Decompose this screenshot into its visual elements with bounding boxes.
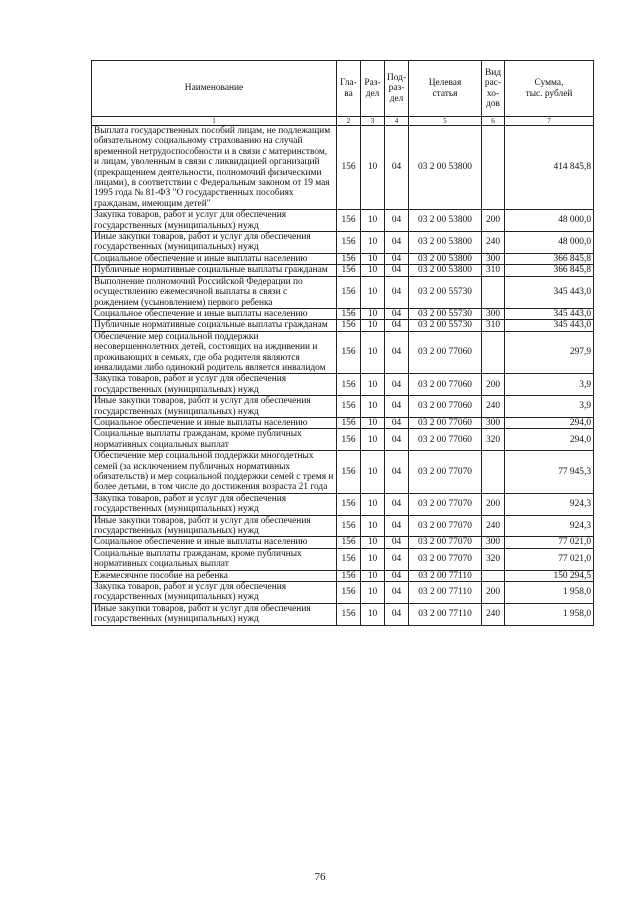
row-name-cell: Социальное обеспечение и иные выплаты населению <box>92 308 337 319</box>
header-name: Наименование <box>92 61 337 117</box>
column-number: 1 <box>92 117 337 126</box>
header-podrazdel: Под- раз- дел <box>385 61 409 117</box>
row-glava-cell: 156 <box>337 548 361 570</box>
row-vid-raskhodov-cell: 300 <box>482 537 505 548</box>
table-row <box>92 320 594 331</box>
row-name-cell: Публичные нормативные социальные выплаты гражданам <box>92 265 337 276</box>
row-razdel-cell: 10 <box>361 265 385 276</box>
table-row <box>92 308 594 319</box>
row-summa-cell: 48 000,0 <box>505 232 594 254</box>
row-podrazdel-cell: 04 <box>385 253 409 264</box>
table-row <box>92 331 594 374</box>
row-podrazdel-cell: 04 <box>385 308 409 319</box>
row-podrazdel-cell: 04 <box>385 232 409 254</box>
row-podrazdel-cell: 04 <box>385 331 409 374</box>
row-razdel-cell: 10 <box>361 429 385 451</box>
budget-table-sheet <box>91 60 593 626</box>
row-tselevaya-statya-cell: 03 2 00 55730 <box>409 320 482 331</box>
row-glava-cell: 156 <box>337 537 361 548</box>
column-number: 5 <box>409 117 482 126</box>
row-glava-cell: 156 <box>337 429 361 451</box>
row-podrazdel-cell: 04 <box>385 417 409 428</box>
row-tselevaya-statya-cell: 03 2 00 77110 <box>409 603 482 625</box>
row-tselevaya-statya-cell: 03 2 00 77060 <box>409 396 482 418</box>
row-razdel-cell: 10 <box>361 396 385 418</box>
row-tselevaya-statya-cell: 03 2 00 77110 <box>409 570 482 581</box>
row-vid-raskhodov-cell: 320 <box>482 429 505 451</box>
row-name-cell: Иные закупки товаров, работ и услуг для обеспечения государственных (муниципальных) нужд <box>92 603 337 625</box>
row-razdel-cell: 10 <box>361 417 385 428</box>
row-podrazdel-cell: 04 <box>385 548 409 570</box>
row-vid-raskhodov-cell <box>482 451 505 494</box>
row-tselevaya-statya-cell: 03 2 00 77070 <box>409 451 482 494</box>
table-row <box>92 396 594 418</box>
row-summa-cell: 77 021,0 <box>505 548 594 570</box>
row-name-cell: Выполнение полномочий Российской Федерации по осуществлению ежемесячной выплаты в связи с рождением (усыновлением) первого ребенка <box>92 276 337 308</box>
row-name-cell: Социальные выплаты гражданам, кроме публичных нормативных социальных выплат <box>92 429 337 451</box>
row-tselevaya-statya-cell: 03 2 00 77070 <box>409 537 482 548</box>
row-razdel-cell: 10 <box>361 515 385 537</box>
row-tselevaya-statya-cell: 03 2 00 53800 <box>409 126 482 210</box>
row-podrazdel-cell: 04 <box>385 374 409 396</box>
table-row <box>92 417 594 428</box>
table-row <box>92 126 594 210</box>
row-podrazdel-cell: 04 <box>385 570 409 581</box>
row-vid-raskhodov-cell: 200 <box>482 493 505 515</box>
row-podrazdel-cell: 04 <box>385 429 409 451</box>
header-summa: Сумма, тыс. рублей <box>505 61 594 117</box>
row-tselevaya-statya-cell: 03 2 00 77060 <box>409 417 482 428</box>
row-summa-cell: 366 845,8 <box>505 253 594 264</box>
row-summa-cell: 77 021,0 <box>505 537 594 548</box>
row-tselevaya-statya-cell: 03 2 00 77110 <box>409 582 482 604</box>
row-razdel-cell: 10 <box>361 232 385 254</box>
row-glava-cell: 156 <box>337 493 361 515</box>
row-vid-raskhodov-cell: 200 <box>482 374 505 396</box>
row-summa-cell: 366 845,8 <box>505 265 594 276</box>
row-podrazdel-cell: 04 <box>385 515 409 537</box>
row-vid-raskhodov-cell: 300 <box>482 417 505 428</box>
row-name-cell: Обеспечение мер социальной поддержки несовершеннолетних детей, состоящих на иждивении и проживающих в семьях, где оба родителя являются инвалидами либо одинокий родитель является инвалидом <box>92 331 337 374</box>
row-glava-cell: 156 <box>337 232 361 254</box>
row-tselevaya-statya-cell: 03 2 00 77070 <box>409 515 482 537</box>
row-vid-raskhodov-cell: 240 <box>482 396 505 418</box>
header-vid-raskhodov: Вид рас- хо- дов <box>482 61 505 117</box>
row-razdel-cell: 10 <box>361 253 385 264</box>
row-name-cell: Закупка товаров, работ и услуг для обеспечения государственных (муниципальных) нужд <box>92 582 337 604</box>
row-name-cell: Закупка товаров, работ и услуг для обеспечения государственных (муниципальных) нужд <box>92 374 337 396</box>
row-tselevaya-statya-cell: 03 2 00 77070 <box>409 548 482 570</box>
table-row <box>92 232 594 254</box>
budget-table <box>91 60 594 626</box>
row-summa-cell: 345 443,0 <box>505 276 594 308</box>
row-glava-cell: 156 <box>337 396 361 418</box>
row-name-cell: Социальные выплаты гражданам, кроме публичных нормативных социальных выплат <box>92 548 337 570</box>
row-podrazdel-cell: 04 <box>385 276 409 308</box>
table-row <box>92 265 594 276</box>
row-podrazdel-cell: 04 <box>385 451 409 494</box>
table-row <box>92 537 594 548</box>
row-podrazdel-cell: 04 <box>385 493 409 515</box>
row-razdel-cell: 10 <box>361 320 385 331</box>
row-vid-raskhodov-cell: 240 <box>482 232 505 254</box>
row-podrazdel-cell: 04 <box>385 320 409 331</box>
row-podrazdel-cell: 04 <box>385 396 409 418</box>
row-tselevaya-statya-cell: 03 2 00 55730 <box>409 276 482 308</box>
row-podrazdel-cell: 04 <box>385 126 409 210</box>
header-tselevaya-statya: Целевая статья <box>409 61 482 117</box>
row-summa-cell: 924,3 <box>505 515 594 537</box>
row-podrazdel-cell: 04 <box>385 603 409 625</box>
row-summa-cell: 1 958,0 <box>505 582 594 604</box>
column-number: 4 <box>385 117 409 126</box>
row-summa-cell: 345 443,0 <box>505 308 594 319</box>
row-summa-cell: 3,9 <box>505 396 594 418</box>
row-razdel-cell: 10 <box>361 548 385 570</box>
column-number: 2 <box>337 117 361 126</box>
row-razdel-cell: 10 <box>361 210 385 232</box>
row-name-cell: Ежемесячное пособие на ребенка <box>92 570 337 581</box>
row-vid-raskhodov-cell: 310 <box>482 320 505 331</box>
row-summa-cell: 3,9 <box>505 374 594 396</box>
row-name-cell: Обеспечение мер социальной поддержки многодетных семей (за исключением публичных нормативных обязательств) и мер социальной поддержки семей с тремя и более детьми, в том числе до достижения возраста 21 года <box>92 451 337 494</box>
row-name-cell: Иные закупки товаров, работ и услуг для обеспечения государственных (муниципальных) нужд <box>92 396 337 418</box>
row-razdel-cell: 10 <box>361 276 385 308</box>
row-tselevaya-statya-cell: 03 2 00 77060 <box>409 331 482 374</box>
column-number: 7 <box>505 117 594 126</box>
row-tselevaya-statya-cell: 03 2 00 77070 <box>409 493 482 515</box>
header-razdel: Раз- дел <box>361 61 385 117</box>
row-razdel-cell: 10 <box>361 126 385 210</box>
row-tselevaya-statya-cell: 03 2 00 77060 <box>409 374 482 396</box>
row-name-cell: Иные закупки товаров, работ и услуг для обеспечения государственных (муниципальных) нужд <box>92 232 337 254</box>
row-podrazdel-cell: 04 <box>385 537 409 548</box>
table-row <box>92 210 594 232</box>
row-tselevaya-statya-cell: 03 2 00 53800 <box>409 232 482 254</box>
header-row <box>92 61 594 117</box>
row-vid-raskhodov-cell: 320 <box>482 548 505 570</box>
table-row <box>92 429 594 451</box>
row-glava-cell: 156 <box>337 320 361 331</box>
row-glava-cell: 156 <box>337 210 361 232</box>
row-summa-cell: 48 000,0 <box>505 210 594 232</box>
table-body <box>92 126 594 626</box>
row-tselevaya-statya-cell: 03 2 00 53800 <box>409 265 482 276</box>
row-summa-cell: 294,0 <box>505 429 594 451</box>
row-tselevaya-statya-cell: 03 2 00 77060 <box>409 429 482 451</box>
column-number: 6 <box>482 117 505 126</box>
table-row <box>92 493 594 515</box>
row-podrazdel-cell: 04 <box>385 210 409 232</box>
row-razdel-cell: 10 <box>361 570 385 581</box>
row-glava-cell: 156 <box>337 331 361 374</box>
row-vid-raskhodov-cell: 200 <box>482 210 505 232</box>
row-vid-raskhodov-cell: 240 <box>482 603 505 625</box>
row-vid-raskhodov-cell: 200 <box>482 582 505 604</box>
page-number: 76 <box>314 871 326 883</box>
row-glava-cell: 156 <box>337 451 361 494</box>
row-razdel-cell: 10 <box>361 537 385 548</box>
row-vid-raskhodov-cell <box>482 331 505 374</box>
column-number: 3 <box>361 117 385 126</box>
row-vid-raskhodov-cell <box>482 276 505 308</box>
row-name-cell: Выплата государственных пособий лицам, не подлежащим обязательному социальному страхованию на случай временной нетрудоспособности и в связи с материнством, и лицам, уволенным в связи с ликвидацией организаций (прекращением деятельности, полномочий физическими лицами), в соответствии с Федеральным законом от 19 мая 1995 года № 81-ФЗ "О государственных пособиях гражданам, имеющим детей" <box>92 126 337 210</box>
row-glava-cell: 156 <box>337 570 361 581</box>
row-tselevaya-statya-cell: 03 2 00 53800 <box>409 210 482 232</box>
table-row <box>92 374 594 396</box>
table-row <box>92 570 594 581</box>
row-razdel-cell: 10 <box>361 331 385 374</box>
row-glava-cell: 156 <box>337 603 361 625</box>
row-summa-cell: 150 294,5 <box>505 570 594 581</box>
row-glava-cell: 156 <box>337 374 361 396</box>
row-summa-cell: 294,0 <box>505 417 594 428</box>
table-row <box>92 253 594 264</box>
row-name-cell: Иные закупки товаров, работ и услуг для обеспечения государственных (муниципальных) нужд <box>92 515 337 537</box>
row-vid-raskhodov-cell: 300 <box>482 308 505 319</box>
row-summa-cell: 77 945,3 <box>505 451 594 494</box>
table-row <box>92 548 594 570</box>
row-razdel-cell: 10 <box>361 308 385 319</box>
row-vid-raskhodov-cell: 300 <box>482 253 505 264</box>
row-razdel-cell: 10 <box>361 451 385 494</box>
header-glava: Гла- ва <box>337 61 361 117</box>
row-glava-cell: 156 <box>337 276 361 308</box>
row-summa-cell: 414 845,8 <box>505 126 594 210</box>
row-glava-cell: 156 <box>337 126 361 210</box>
row-vid-raskhodov-cell <box>482 570 505 581</box>
row-name-cell: Социальное обеспечение и иные выплаты населению <box>92 417 337 428</box>
table-row <box>92 451 594 494</box>
column-number-row <box>92 117 594 126</box>
row-razdel-cell: 10 <box>361 374 385 396</box>
row-summa-cell: 345 443,0 <box>505 320 594 331</box>
row-razdel-cell: 10 <box>361 582 385 604</box>
row-glava-cell: 156 <box>337 582 361 604</box>
row-razdel-cell: 10 <box>361 603 385 625</box>
row-name-cell: Публичные нормативные социальные выплаты гражданам <box>92 320 337 331</box>
row-glava-cell: 156 <box>337 265 361 276</box>
row-name-cell: Закупка товаров, работ и услуг для обеспечения государственных (муниципальных) нужд <box>92 210 337 232</box>
table-row <box>92 582 594 604</box>
row-vid-raskhodov-cell: 310 <box>482 265 505 276</box>
row-podrazdel-cell: 04 <box>385 265 409 276</box>
row-name-cell: Закупка товаров, работ и услуг для обеспечения государственных (муниципальных) нужд <box>92 493 337 515</box>
table-row <box>92 515 594 537</box>
row-glava-cell: 156 <box>337 417 361 428</box>
row-tselevaya-statya-cell: 03 2 00 53800 <box>409 253 482 264</box>
row-summa-cell: 297,9 <box>505 331 594 374</box>
row-name-cell: Социальное обеспечение и иные выплаты населению <box>92 253 337 264</box>
row-name-cell: Социальное обеспечение и иные выплаты населению <box>92 537 337 548</box>
row-glava-cell: 156 <box>337 308 361 319</box>
table-row <box>92 276 594 308</box>
row-summa-cell: 1 958,0 <box>505 603 594 625</box>
row-summa-cell: 924,3 <box>505 493 594 515</box>
row-tselevaya-statya-cell: 03 2 00 55730 <box>409 308 482 319</box>
row-glava-cell: 156 <box>337 515 361 537</box>
row-vid-raskhodov-cell <box>482 126 505 210</box>
row-razdel-cell: 10 <box>361 493 385 515</box>
row-podrazdel-cell: 04 <box>385 582 409 604</box>
table-row <box>92 603 594 625</box>
row-glava-cell: 156 <box>337 253 361 264</box>
row-vid-raskhodov-cell: 240 <box>482 515 505 537</box>
